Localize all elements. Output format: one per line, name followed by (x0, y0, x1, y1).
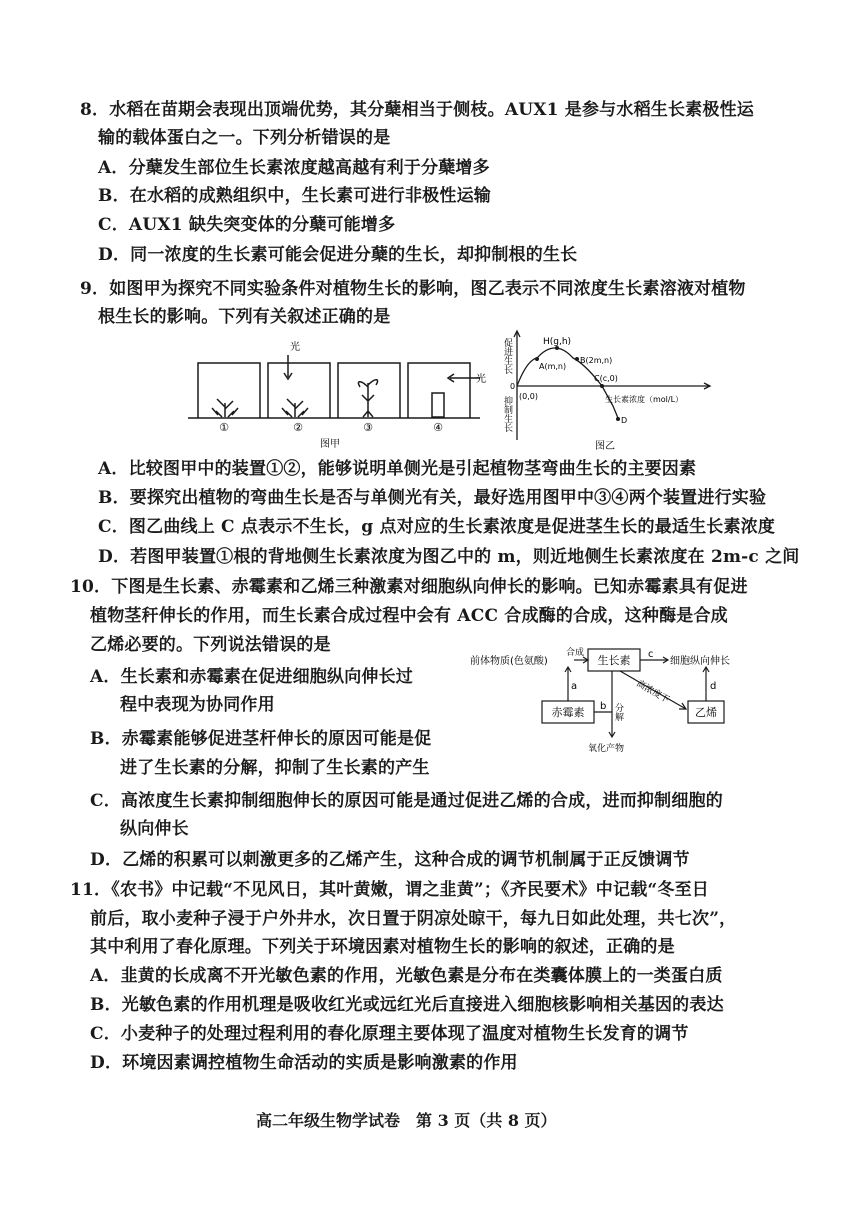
label-d: D (621, 416, 628, 425)
q10-stem-line1: 10．下图是生长素、赤霉素和乙烯三种激素对细胞纵向伸长的影响。已知赤霉素具有促进 (70, 577, 748, 597)
q9-option-a: A．比较图甲中的装置①②，能够说明单侧光是引起植物茎弯曲生长的主要因素 (98, 459, 697, 479)
elong-label: 细胞纵向伸长 (670, 656, 730, 667)
q9-option-b: B．要探究出植物的弯曲生长是否与单侧光有关，最好选用图甲中③④两个装置进行实验 (98, 488, 767, 508)
auxin-label: 生长素 (597, 654, 631, 667)
point-d (616, 417, 620, 421)
q10-option-c-line1: C．高浓度生长素抑制细胞伸长的原因可能是通过促进乙烯的合成，进而抑制细胞的 (90, 791, 723, 811)
q8-option-c: C．AUX1 缺失突变体的分蘖可能增多 (98, 215, 396, 235)
d-label: d (710, 681, 717, 692)
q10-stem-line3: 乙烯必要的。下列说法错误的是 (90, 635, 331, 655)
label-2: ② (293, 421, 303, 434)
q10-option-b-line1: B．赤霉素能够促进茎杆伸长的原因可能是促 (90, 729, 432, 749)
q8-option-a: A．分蘖发生部位生长素浓度越高越有利于分蘖增多 (98, 158, 490, 178)
a-label: a (571, 681, 578, 692)
point-c (600, 384, 604, 388)
q10-option-a-line2: 程中表现为协同作用 (120, 695, 275, 715)
page-footer: 高二年级生物学试卷 第 3 页（共 8 页） (256, 1111, 557, 1130)
q9-option-d: D．若图甲装置①根的背地侧生长素浓度为图乙中的 m，则近地侧生长素浓度在 2m-c 之间 (98, 547, 800, 567)
q11-option-a: A．韭黄的长成离不开光敏色素的作用，光敏色素是分布在类囊体膜上的一类蛋白质 (90, 966, 723, 986)
plant-1 (212, 399, 238, 417)
figure-q10-hormones (470, 645, 760, 757)
c-label: c (648, 649, 654, 660)
box-2 (268, 363, 330, 418)
high-conc-label: 高浓度下 (634, 678, 671, 706)
synth-label: 合成 (566, 648, 585, 658)
plant-2 (282, 399, 308, 417)
precursor-label: 前体物质(色氨酸) (470, 656, 548, 667)
q10-option-a-line1: A．生长素和赤霉素在促进细胞纵向伸长过 (90, 667, 413, 687)
box-1 (198, 363, 260, 418)
q9-option-c: C．图乙曲线上 C 点表示不生长，g 点对应的生长素浓度是促进茎生长的最适生长素浓度 (98, 517, 776, 537)
label-4: ④ (433, 421, 443, 434)
figure-yi (495, 328, 745, 453)
light-label-top: 光 (290, 342, 300, 353)
q10-option-c-line2: 纵向伸长 (120, 819, 189, 839)
q9-stem-line1: 9．如图甲为探究不同实验条件对植物生长的影响，图乙表示不同浓度生长素溶液对植物 (80, 279, 746, 299)
x-axis-label: 生长素浓度（mol/L） (605, 395, 684, 404)
q11-option-c: C．小麦种子的处理过程利用的春化原理主要体现了温度对植物生长发育的调节 (90, 1024, 689, 1044)
y-zero: 0 (510, 382, 516, 391)
box-4 (408, 363, 470, 418)
q11-option-b: B．光敏色素的作用机理是吸收红光或远红光后直接进入细胞核影响相关基因的表达 (90, 995, 724, 1015)
point-b (575, 357, 579, 361)
q11-stem-line1: 11．《农书》中记载“不见风日，其叶黄嫩，谓之韭黄”；《齐民要术》中记载“冬至日 (70, 880, 709, 900)
y-label-inhibit: 抑制生长 (502, 396, 512, 432)
figure-jia (180, 335, 490, 450)
oxidation-label: 氧化产物 (588, 744, 625, 754)
plant-3 (358, 380, 377, 417)
ethylene-label: 乙烯 (695, 706, 717, 719)
light-label-side: 光 (476, 374, 486, 385)
cut-stem-4 (432, 393, 444, 417)
label-h: H(g,h) (543, 337, 572, 347)
q11-stem-line3: 其中利用了春化原理。下列关于环境因素对植物生长的影响的叙述，正确的是 (90, 937, 675, 957)
decomp-label: 分解 (613, 703, 623, 721)
q9-stem-line2: 根生长的影响。下列有关叙述正确的是 (98, 307, 391, 327)
label-b: B(2m,n) (580, 356, 613, 365)
q11-stem-line2: 前后，取小麦种子浸于户外井水，次日置于阴凉处晾干，每九日如此处理，共七次”， (90, 909, 737, 929)
q10-option-d: D．乙烯的积累可以刺激更多的乙烯产生，这种合成的调节机制属于正反馈调节 (90, 850, 690, 870)
gibberellin-label: 赤霉素 (551, 706, 585, 719)
figure-yi-caption: 图乙 (595, 441, 615, 452)
q8-stem-line2: 输的载体蛋白之一。下列分析错误的是 (98, 128, 391, 148)
q8-option-b: B．在水稻的成熟组织中，生长素可进行非极性运输 (98, 186, 491, 206)
q8-stem-line1: 8．水稻在苗期会表现出顶端优势，其分蘖相当于侧枝。AUX1 是参与水稻生长素极性运 (80, 100, 754, 120)
figure-jia-caption: 图甲 (320, 439, 340, 450)
b-label: b (600, 701, 607, 712)
q10-option-b-line2: 进了生长素的分解，抑制了生长素的产生 (120, 758, 430, 778)
label-1: ① (219, 421, 229, 434)
q10-stem-line2: 植物茎秆伸长的作用，而生长素合成过程中会有 ACC 合成酶的合成，这种酶是合成 (90, 606, 728, 626)
label-3: ③ (363, 421, 373, 434)
q8-option-d: D．同一浓度的生长素可能会促进分蘖的生长，却抑制根的生长 (98, 245, 578, 265)
q11-option-d: D．环境因素调控植物生命活动的实质是影响激素的作用 (90, 1053, 518, 1073)
label-c: C(c,0) (594, 374, 618, 383)
box-3 (338, 363, 400, 418)
label-a: A(m,n) (539, 362, 567, 371)
origin-label: (0,0) (519, 392, 538, 401)
y-label-promote: 促进生长 (502, 338, 512, 374)
point-a (535, 357, 539, 361)
